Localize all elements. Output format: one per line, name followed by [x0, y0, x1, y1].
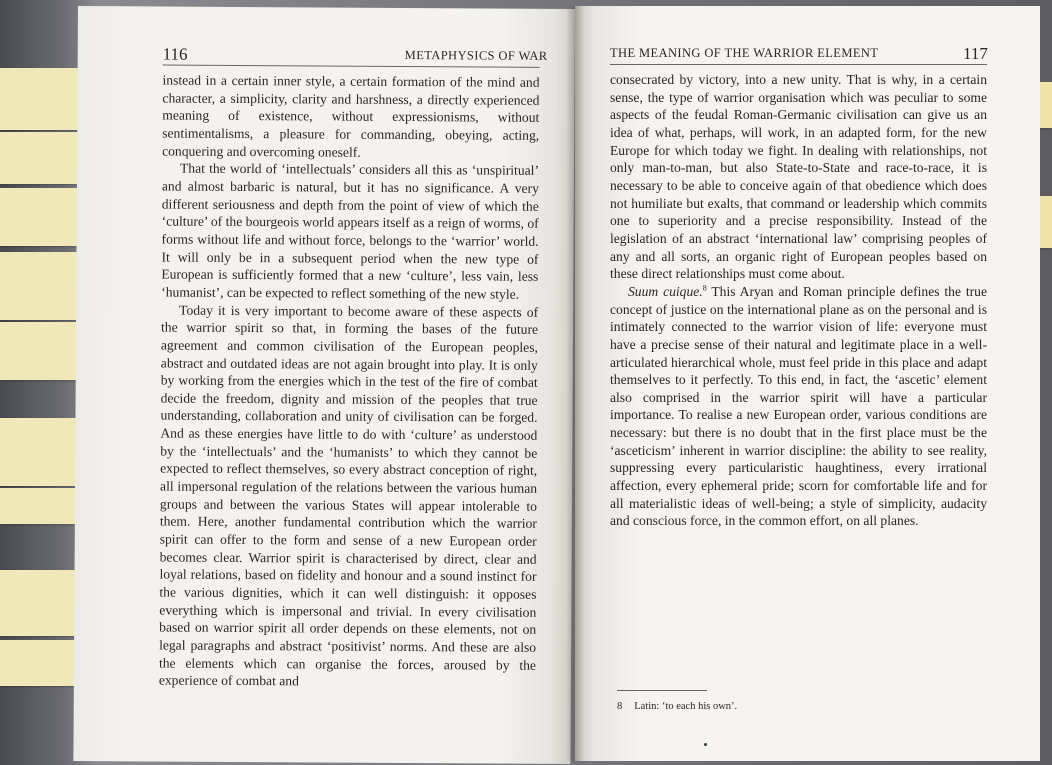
left-page [73, 6, 575, 764]
footnote-text: Latin: ‘to each his own’. [634, 701, 738, 712]
sticky-tab [1040, 82, 1052, 128]
footnote-rule [617, 690, 707, 691]
paragraph: instead in a certain inner style, a certain formation of the mind and character, a simplicity, clarity and harshness, a directly experienced meaning of existence, without expressionisms, without sentimentalisms, a pleasure for commanding, obeying, acting, conquering and overcoming oneself. [162, 72, 540, 160]
page-number: 117 [963, 44, 988, 63]
running-head: METAPHYSICS OF WAR [404, 47, 548, 63]
footnote-number: 8 [617, 701, 623, 712]
footnote [617, 701, 737, 712]
sticky-tab [1040, 196, 1052, 248]
ink-dot [704, 743, 707, 746]
header-rule [610, 64, 987, 65]
book-gutter [566, 6, 584, 761]
header-rule [163, 65, 540, 68]
paragraph: That the world of ‘intellectuals’ considers all this as ‘unspiritual’ and almost barbaric is natural, but it has no significance. A very different seriousness and depth from the point of view of which the ‘culture’ of the bourgeois world appears itself as a reign of worms, of forms without life and without force, belongs to the ‘warrior’ world. It will only be in a subsequent period when the new type of European is sufficiently formed that a new ‘culture’, less vain, less ‘humanist’, can be expected to reflect something of the new style. [161, 160, 540, 302]
footnote-reference[interactable]: 8 [702, 283, 707, 293]
right-page [575, 6, 1040, 761]
body-text [159, 72, 540, 692]
body-text [610, 71, 987, 530]
sticky-tab [0, 488, 86, 524]
page-number: 116 [162, 44, 188, 64]
latin-phrase: Suum cuique. [628, 283, 703, 299]
paragraph: Today it is very important to become aware of these aspects of the warrior spirit so that, in forming the bases of the future agreement and common civilisation of the European peoples, abstract and outdated ideas are not again brought into play. It is only by working from the energies which in the test of the fire of combat decide the freedom, dignity and mission of the peoples that true understanding, collaboration and unity of civilisation can be forged. And as these energies have little to do with ‘culture’ as understood by the ‘intellectuals’ and the ‘humanists’ to which they cannot be expected to reflect themselves, so every abstract conception of right, all impersonal regulation of the relations between the various human groups and between the various States will appear intolerable to them. Here, another fundamental contribution which the warrior spirit can offer to the form and sense of a new European order becomes clear. Warrior spirit is characterised by direct, clear and loyal relations, based on fidelity and honour and a sound instinct for the various dignities, which it can well distinguish: it opposes everything which is impersonal and trivial. In every civilisation based on warrior spirit all order depends on these elements, not on legal paragraphs and abstract ‘positivist’ norms. And these are also the elements which can organise the forces, aroused by the experience of combat and [158, 302, 539, 689]
paragraph [610, 283, 987, 530]
paragraph-text: This Aryan and Roman principle defines the true concept of justice on the international plane as on the personal and is intimately connected to the warrior vision of life: everyone must have a precise sense of their natural and legitimate place in a well-articulated hierarchical whole, must feel pride in this place and adapt themselves to it perfectly. To this end, in fact, the ‘ascetic’ element also comprised in the warrior spirit will have a particular importance. To realise a new European order, various conditions are necessary: but there is no doubt that in the first place must be the ‘asceticism’ inherent in warrior discipline: the ability to see reality, suppressing every particularistic haughtiness, every irrational affection, every ephemeral pride; scorn for comfortable life and for all materialistic ideas of well-being; a style of simplicity, audacity and conscious force, in the common effort, on all planes. [610, 283, 987, 529]
paragraph: consecrated by victory, into a new unity. That is why, in a certain sense, the type of warrior organisation which was peculiar to some aspects of the feudal Roman-Germanic civilisation can give us an idea of what, perhaps, will work, in an adapted form, for the new Europe for which today we fight. In dealing with relationships, not only man-to-man, but also State-to-State and race-to-race, it is necessary to be able to conceive again of that obedience which does not humiliate but exalts, that command or leadership which commits one to superiority and a precise responsibility. Instead of the legislation of an abstract ‘international law’ comprising peoples of any and all sorts, an organic right of European peoples based on these direct relationships must come about. [610, 72, 987, 282]
running-head: THE MEANING OF THE WARRIOR ELEMENT [610, 46, 879, 60]
